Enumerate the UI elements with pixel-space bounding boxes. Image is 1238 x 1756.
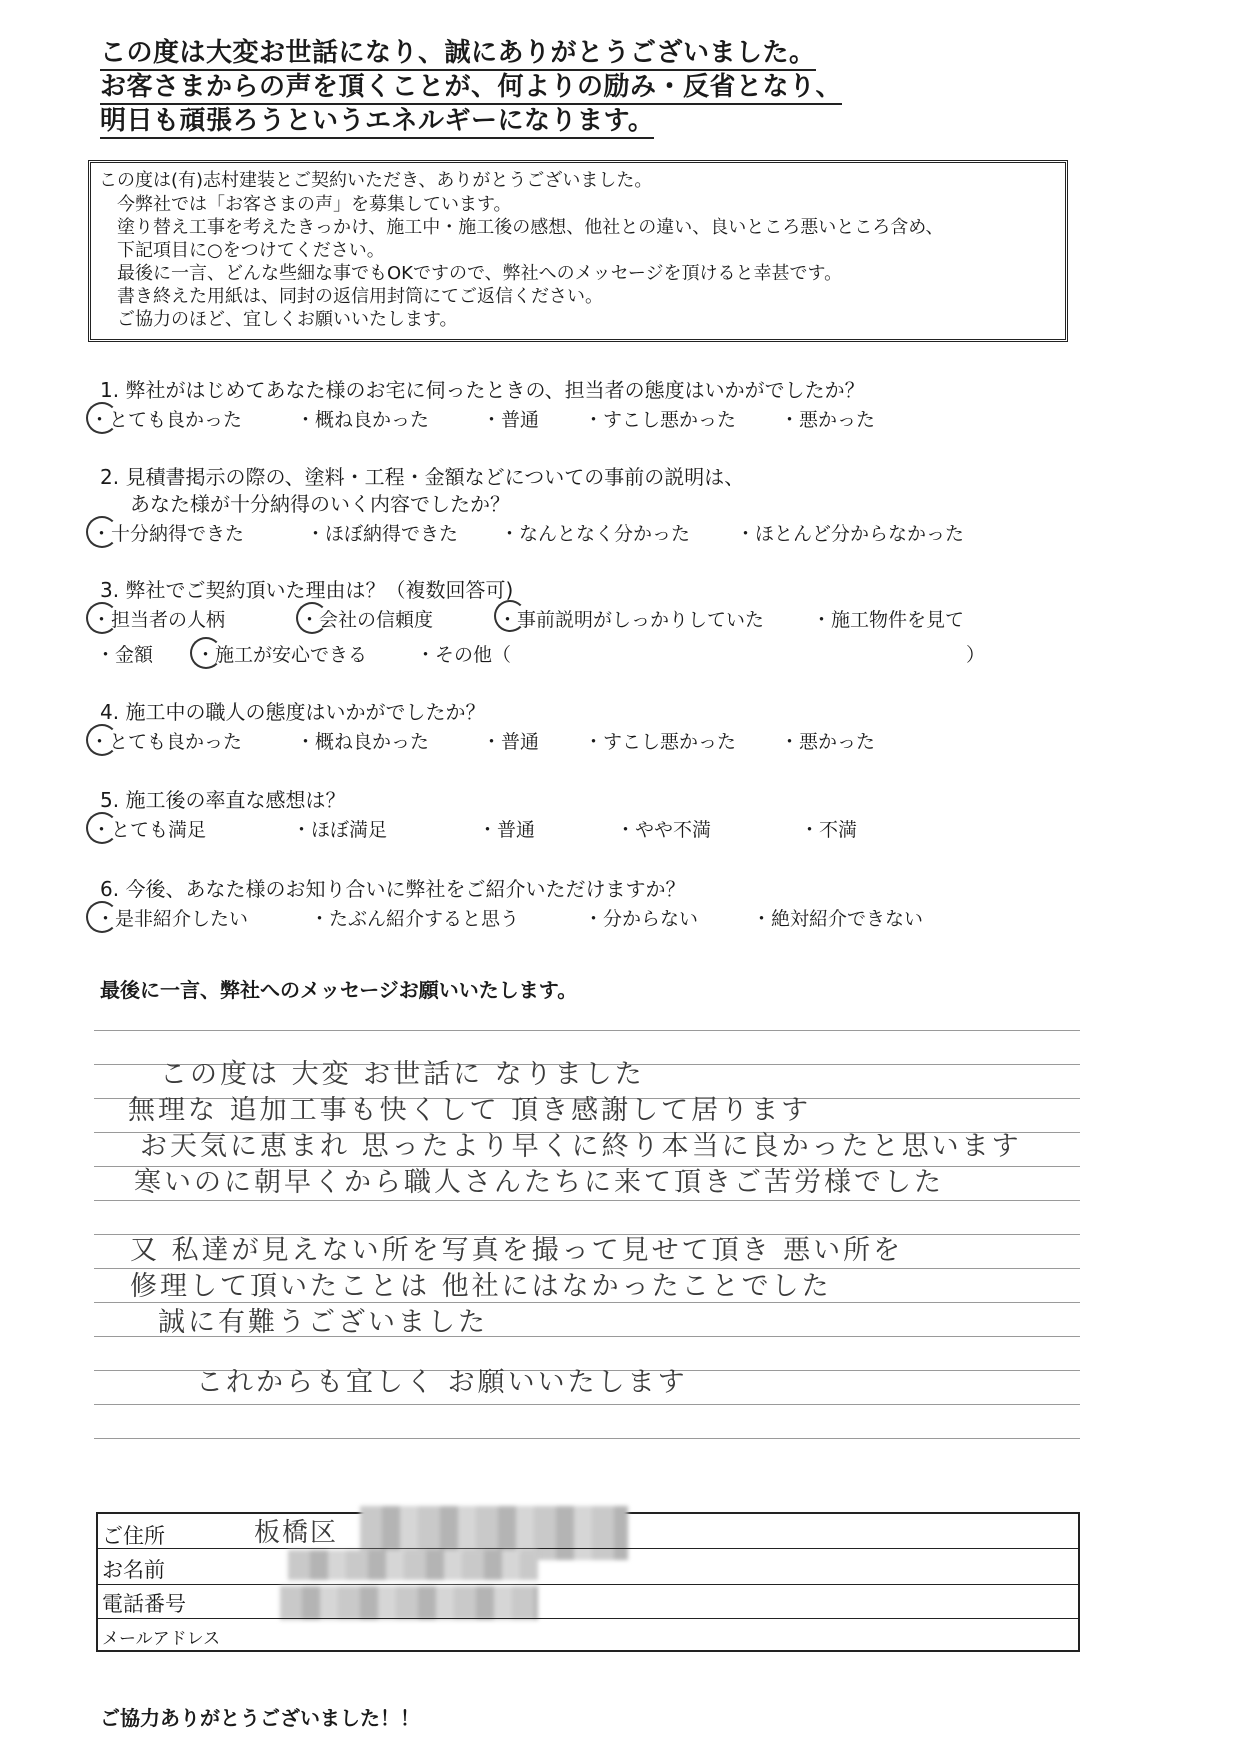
question-2: 2. 見積書掲示の際の、塗料・工程・金額などについての事前の説明は、 <box>100 465 745 489</box>
handwritten-line: 修理して頂いたことは 他社にはなかったことでした <box>130 1271 832 1302</box>
question-2-cont: あなた様が十分納得のいく内容でしたか？ <box>130 492 510 516</box>
q4-option[interactable]: ・すこし悪かった <box>584 731 737 753</box>
q5-option[interactable]: ・ほぼ満足 <box>292 819 388 841</box>
q1-option[interactable]: ・すこし悪かった <box>584 409 737 431</box>
q3-option-close: ） <box>966 644 986 666</box>
name-label: お名前 <box>102 1558 165 1582</box>
q4-option[interactable]: ・概ね良かった <box>296 731 430 753</box>
table-row-divider <box>98 1618 1078 1619</box>
q2-option[interactable]: ・ほぼ納得できた <box>306 523 459 545</box>
intro-line: 塗り替え工事を考えたきっかけ、施工中・施工後の感想、他社との違い、良いところ悪いところ含め、 <box>117 217 944 238</box>
intro-line: ご協力のほど、宜しくお願いいたします。 <box>117 309 458 330</box>
q3-option[interactable]: ・担当者の人柄 <box>92 609 226 631</box>
intro-line: 下記項目に○をつけてください。 <box>117 240 385 261</box>
redacted-phone <box>280 1586 538 1620</box>
q3-option[interactable]: ・金額 <box>96 644 154 666</box>
ruled-line <box>94 1200 1080 1201</box>
q3-option[interactable]: ・会社の信頼度 <box>300 609 434 631</box>
footer-thanks: ご協力ありがとうございました！！ <box>100 1706 420 1730</box>
handwritten-line: この度は 大変 お世話に なりました <box>160 1059 645 1090</box>
q2-option[interactable]: ・ほとんど分からなかった <box>736 523 965 545</box>
handwritten-line: 又 私達が見えない所を写真を撮って見せて頂き 悪い所を <box>130 1235 904 1266</box>
q1-option[interactable]: ・とても良かった <box>90 409 243 431</box>
q6-option[interactable]: ・是非紹介したい <box>96 908 249 930</box>
q5-option[interactable]: ・不満 <box>800 819 858 841</box>
handwritten-line: 誠に有難うございました <box>158 1307 488 1338</box>
intro-line: 書き終えた用紙は、同封の返信用封筒にてご返信ください。 <box>117 286 603 307</box>
q3-option[interactable]: ・その他（ <box>416 644 512 666</box>
contact-table <box>96 1512 1080 1652</box>
table-row-divider <box>98 1584 1078 1585</box>
q5-option[interactable]: ・やや不満 <box>616 819 712 841</box>
address-label: ご住所 <box>102 1524 165 1548</box>
q4-option[interactable]: ・とても良かった <box>90 731 243 753</box>
q1-option[interactable]: ・普通 <box>482 409 540 431</box>
q3-option[interactable]: ・事前説明がしっかりしていた <box>498 609 765 631</box>
question-3: 3. 弊社でご契約頂いた理由は？（複数回答可) <box>100 578 514 602</box>
header-line-2: お客さまからの声を頂くことが、何よりの励み・反省となり、 <box>100 70 842 104</box>
q6-option[interactable]: ・絶対紹介できない <box>752 908 924 930</box>
q6-option[interactable]: ・たぶん紹介すると思う <box>310 908 520 930</box>
q5-option[interactable]: ・とても満足 <box>92 819 207 841</box>
ruled-line <box>94 1404 1080 1405</box>
q4-option[interactable]: ・普通 <box>482 731 540 753</box>
intro-line: 最後に一言、どんな些細な事でもOKですので、弊社へのメッセージを頂けると幸甚です。 <box>117 263 843 284</box>
q6-option[interactable]: ・分からない <box>584 908 699 930</box>
q3-option[interactable]: ・施工が安心できる <box>196 644 368 666</box>
q5-option[interactable]: ・普通 <box>478 819 536 841</box>
handwritten-line: 寒いのに朝早くから職人さんたちに来て頂きご苦労様でした <box>134 1167 944 1198</box>
header-line-1: この度は大変お世話になり、誠にありがとうございました。 <box>100 36 816 70</box>
phone-label: 電話番号 <box>102 1592 186 1616</box>
q3-option[interactable]: ・施工物件を見て <box>812 609 965 631</box>
intro-line: 今弊社では「お客さまの声」を募集しています。 <box>117 194 512 215</box>
intro-box <box>88 160 1068 342</box>
q1-option[interactable]: ・悪かった <box>780 409 876 431</box>
question-5: 5. 施工後の率直な感想は？ <box>100 788 346 812</box>
handwritten-line: お天気に恵まれ 思ったより早くに終り本当に良かったと思います <box>140 1131 1022 1162</box>
q1-option[interactable]: ・概ね良かった <box>296 409 430 431</box>
question-6: 6. 今後、あなた様のお知り合いに弊社をご紹介いただけますか？ <box>100 877 686 901</box>
email-label: メールアドレス <box>102 1629 221 1649</box>
table-row-divider <box>98 1548 1078 1549</box>
redacted-name <box>288 1550 538 1580</box>
question-4: 4. 施工中の職人の態度はいかがでしたか？ <box>100 700 486 724</box>
handwritten-line: 無理な 追加工事も快くして 頂き感謝して居ります <box>128 1095 812 1126</box>
address-value: 板橋区 <box>254 1518 339 1548</box>
q2-option[interactable]: ・なんとなく分かった <box>500 523 691 545</box>
header-line-3: 明日も頑張ろうというエネルギーになります。 <box>100 104 654 138</box>
message-prompt: 最後に一言、弊社へのメッセージお願いいたします。 <box>100 978 578 1002</box>
ruled-line <box>94 1438 1080 1439</box>
ruled-line <box>94 1030 1080 1031</box>
intro-line: この度は(有)志村建装とご契約いただき、ありがとうございました。 <box>99 170 653 191</box>
q4-option[interactable]: ・悪かった <box>780 731 876 753</box>
handwritten-line: これからも宜しく お願いいたします <box>196 1367 688 1398</box>
q2-option[interactable]: ・十分納得できた <box>92 523 245 545</box>
question-1: 1. 弊社がはじめてあなた様のお宅に伺ったときの、担当者の態度はいかがでしたか？ <box>100 378 865 402</box>
